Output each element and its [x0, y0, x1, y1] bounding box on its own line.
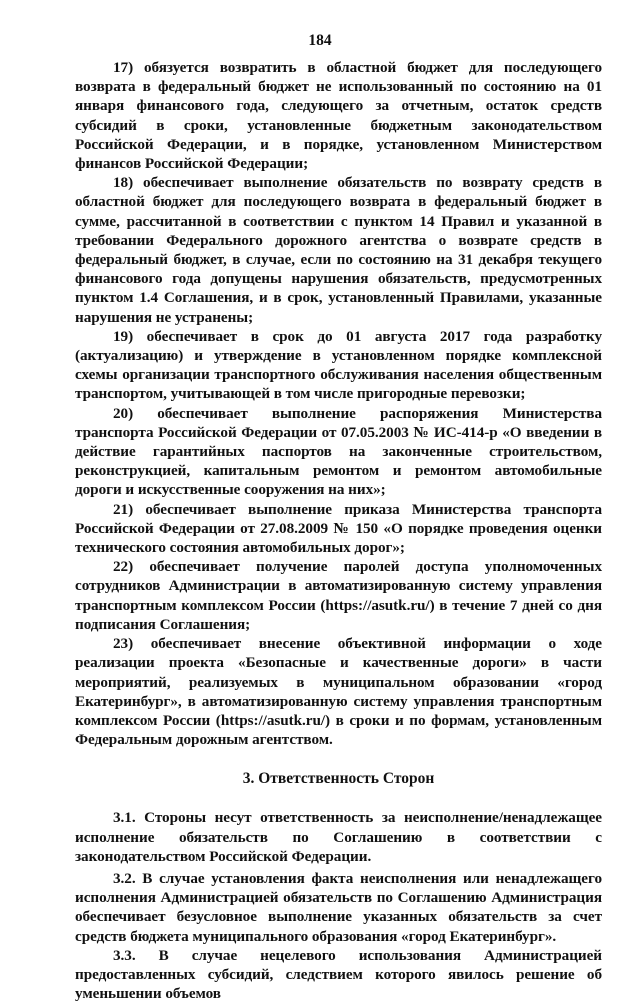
clause-3-3: 3.3. В случае нецелевого использования Администрацией предоставленных субсидий, следствием которого явилось решение об уменьшении объемов — [75, 946, 602, 1003]
clause-22: 22) обеспечивает получение паролей доступа уполномоченных сотрудников Администрации в автоматизированную систему управления транспортным комплексом России (https://asutk.ru/) в течение 7 дней со дня подписания Соглашения; — [75, 558, 602, 633]
clause-19: 19) обеспечивает в срок до 01 августа 2017 года разработку (актуализацию) и утверждение в установленном порядке комплексной схемы организации транспортного обслуживания населения общественным транспортом, учитывающей в том числе пригородные перевозки; — [75, 327, 602, 403]
clause-23: 23) обеспечивает внесение объективной информации о ходе реализации проекта «Безопасные и качественные дороги» в части мероприятий, реализуемых в муниципальном образовании «город Екатеринбург», в автоматизированную систему управления транспортным комплексом России (https://asutk.ru/) в сроки и по формам, установленным Федеральным дорожным агентством. — [75, 635, 602, 749]
clause-17: 17) обязуется возвратить в областной бюджет для последующего возврата в федеральный бюджет не использованный по состоянию на 01 января финансового года, следующего за отчетным, остаток средств субсидий в сроки, установленные бюджетным законодательством Российской Федерации, и в порядке, установленном Министерством финансов Российской Федерации; — [75, 59, 602, 173]
page-number: 184 — [308, 32, 332, 49]
clause-3-2: 3.2. В случае установления факта неисполнения или ненадлежащего исполнения Администрацией обязательств по Соглашению Администрация обеспечивает безусловное выполнение указанных обязательств за счет средств бюджета муниципального образования «город Екатеринбург». — [75, 869, 602, 945]
document-body — [75, 58, 602, 1003]
clause-20: 20) обеспечивает выполнение распоряжения Министерства транспорта Российской Федерации от 07.05.2003 № ИС-414-р «О введении в действие гарантийных паспортов на законченные строительством, реконструкцией, капитальным ремонтом и ремонтом автомобильные дороги и искусственные сооружения на них»; — [75, 404, 602, 499]
clause-21: 21) обеспечивает выполнение приказа Министерства транспорта Российской Федерации от 27.08.2009 № 150 «О порядке проведения оценки технического состояния автомобильных дорог»; — [75, 500, 602, 557]
clause-3-1: 3.1. Стороны несут ответственность за неисполнение/ненадлежащее исполнение обязательств по Соглашению в соответствии с законодательством Российской Федерации. — [75, 809, 602, 865]
section-heading: 3. Ответственность Сторон — [242, 770, 435, 788]
clause-18: 18) обеспечивает выполнение обязательств по возврату средств в областной бюджет для последующего возврата в федеральный бюджет в сумме, рассчитанной в соответствии с пунктом 14 Правил и указанной в требовании Федерального дорожного агентства о возврате средств в федеральный бюджет, в случае, если по состоянию на 31 декабря текущего финансового года допущены нарушения обязательств, предусмотренных пунктом 1.4 Соглашения, и в срок, установленный Правилами, указанные нарушения не устранены; — [75, 174, 602, 326]
